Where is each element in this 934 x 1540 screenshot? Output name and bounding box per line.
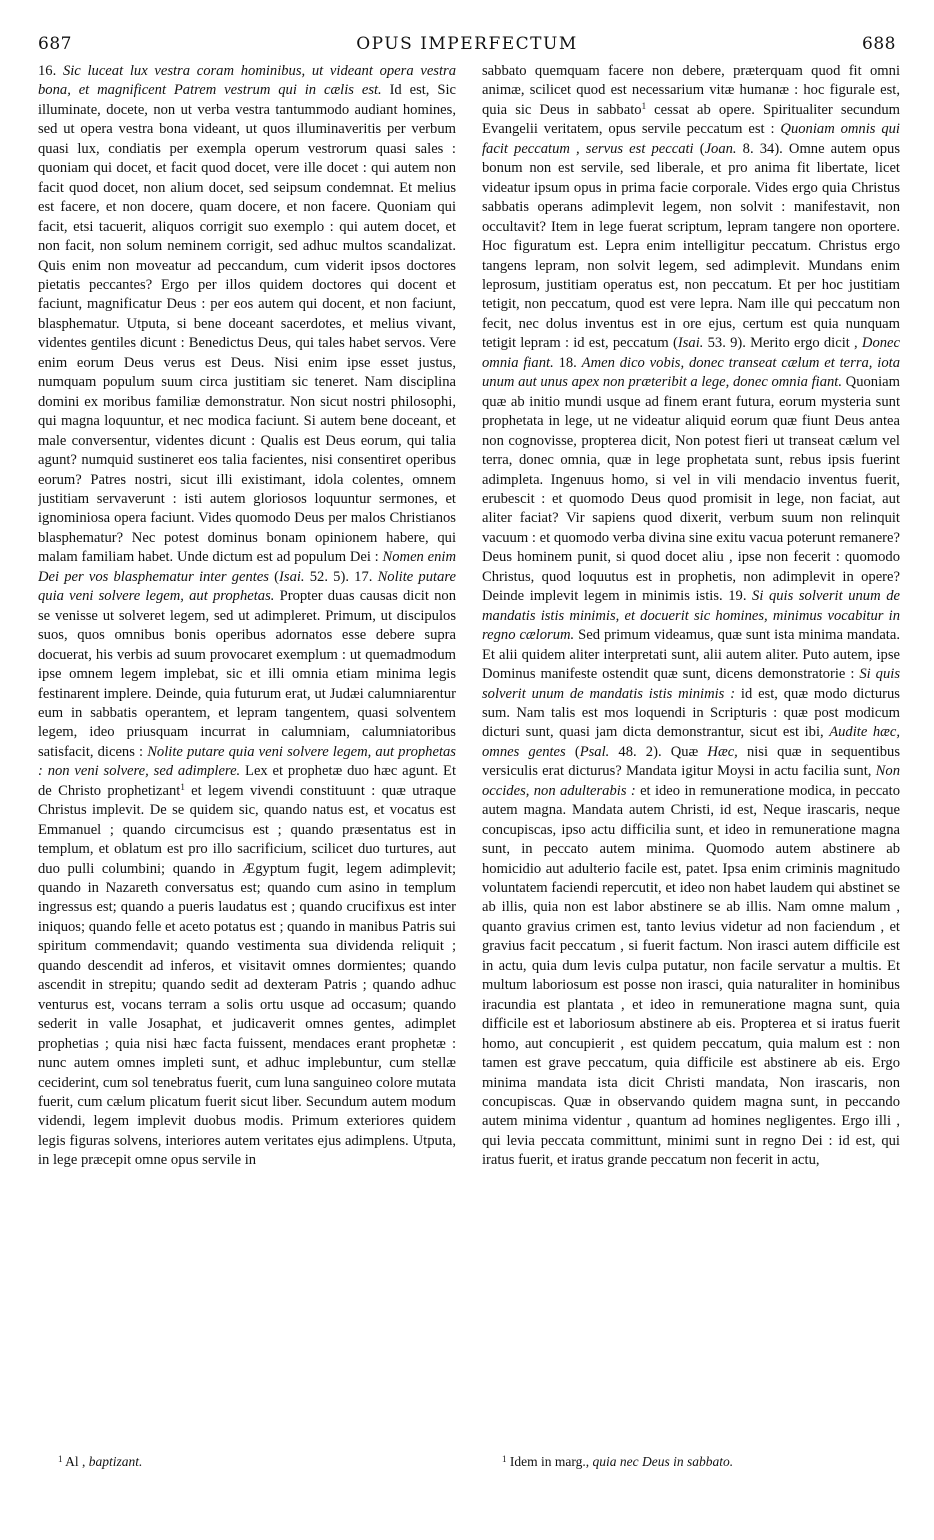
italic-text-run: Psal. <box>579 743 610 760</box>
text-run: ( <box>565 743 580 760</box>
footnote-reference: 1 <box>180 781 185 792</box>
footnote-reference: 1 <box>641 100 647 111</box>
italic-text-run: Amen dico vobis, donec transeat cælum et terra, iota unum aut unus apex non præteribit a lege, donec omnia fiant. <box>482 354 900 391</box>
text-run: 18. <box>553 354 582 371</box>
footnote-right <box>502 1454 920 1470</box>
text-run: et ideo in remuneratione modica, in peccato autem magna. Mandata autem Christi, id est, Neque irascaris, neque concupiscas, ipso actu difficilia sunt, et ideo in remuneratione magna sunt, in peccato autem minima. Quomodo autem abstinere ab homicidio aut adulterio facile est, patet. Ipsa enim criminis magnitudo voluntatem faciendi repercutit, et ideo non habet laudem qui abstinet se ab illis, quia non est labor abstinere se ab illis. Nam omne malum , quanto gravius crimen est, tanto levius videtur ad non faciendum , et gravius facit peccatum , si fuerit factum. Non irasci autem difficile est in actu, quia dum levis culpa putatur, non facile servatur a multis. Et multum laboriosum est posse non irasci, quia naturaliter in hominibus iracundia est plantata , et ideo in remuneratione magna sunt, quia difficile est et laboriosum abstinere ab eis. Propterea et si iratus fuerit homo, aut concupierit , est quidem peccatum, quia malum est : non tamen est grave peccatum, quia difficile est abstinere ab eis. Ergo minima mandata ista dicit Christi mandata, Non irascaris, non concupiscas. Quæ in observando quidem magna sunt, in peccando autem minima videntur , quantum ad homines negligentes. Ergo illi , qui levia peccata committunt, minimi sunt in regno Dei : id est, qui iratus fuerit, et iratus grande peccatum non fecerit in actu, <box>482 782 900 1169</box>
footnote-left <box>58 1454 476 1470</box>
footnote-mark: 1 <box>58 1454 63 1464</box>
italic-text-run: Hæc, <box>707 743 738 760</box>
italic-text-run: Audite hæc, omnes gentes <box>482 724 900 760</box>
italic-text-run: Si quis solverit unum de mandatis istis minimis : <box>482 666 900 702</box>
text-run: 52. 5). 17. <box>304 568 378 585</box>
text-run: Sed primum videamus, quæ sunt ista minima mandata. Et alii quidem aliter interpretati sunt, alii autem aliter. Puto autem, ipse Dominus manifeste ostendit quæ sunt, dicens demonstratorie : <box>482 627 900 683</box>
italic-text-run: Nolite putare quia veni solvere legem, aut prophetas : non veni solvere, sed adimplere. <box>38 743 456 780</box>
column-text-right <box>482 62 900 1171</box>
footnote-mark: 1 <box>502 1454 507 1464</box>
text-run: Quoniam quæ ab initio mundi usque ad finem erant futura, eorum mysteria sunt prophetata in lege, ut ne videatur aliquid eorum quæ fiunt Deus antea non cognovisse, propterea dicit, Non potest fieri ut transeat cælum vel terra, donec omnia, quæ in lege prophetata sunt, rebus ipsis fuerint adimpleta. Ingenuus homo, si vel in vili mendacio inventus fuerit, erubescit : et quomodo Deus quod promisit in lege, non faciat, aut aliter faciat? Vir sapiens quod dixerit, verbum suum non relinquit vacuum : et quomodo verba divina sine exitu vacua poterunt remanere? Deus hominem punit, si quod docet aliu , ipse non fecerit : quomodo Christus, quod loquutus est in prophetis, non adimplevit in opere? Deinde implevit legem in minimis istis. 19. <box>482 374 900 605</box>
page-number-right: 688 <box>862 34 896 54</box>
italic-text-run: Isai. <box>677 335 704 352</box>
text-run: 8. 34). Omne autem opus bonum non est servile, sed liberale, et pro anima fit libertate, licet videatur ipsum opus in prima facie corporale. Vides ergo quia Christus sabbatis operans adimplevit legem, non solvit : manifestavit, non occultavit? Item in lege fuerat scriptum, lepram tangere non oportere. Hoc figuratum est. Lepra enim intelligitur peccatum. Christus ergo tangens lepram, non solvit legem, sed adimplevit. Mundans enim leprosum, justitiam operatus est, non peccatum. Et per hoc justitiam tetigit, non peccatum, quod est vere lepra. Nam ille qui peccatum non fecit, nec dolus inventus est in ore ejus, certum est quia nunquam tetigit lepram : id est, peccatum ( <box>482 140 900 352</box>
italic-text-run: Nomen enim Dei per vos blasphematur inter gentes <box>38 549 456 585</box>
italic-text-run: Si quis solverit unum de mandatis istis minimis, et docuerit sic homines, minimus vocabitur in regno cælorum. <box>482 588 900 644</box>
italic-text-run: Isai. <box>279 568 305 585</box>
text-run: sabbato quemquam facere non debere, præterquam quod fit omni animæ, scilicet quod est necessarium vitæ humanæ : hoc figurale est, quia sic Deus in sabbato <box>482 63 900 118</box>
page-number-left: 687 <box>38 34 72 54</box>
text-run: ( <box>693 140 705 157</box>
text-run: et legem vivendi constituunt : quæ utraque Christus implevit. De se quidem sic, quando natus est, et vocatus est Emmanuel ; quando circumcisus est ; quando præsentatus est in templum, et oblatum est pro illo sacrificium, scilicet duo turtures, aut duo pulli columbini; quando in Ægyptum fugit, legem adimplevit; quando in Nazareth conversatus est; quando cum asino in templum ingressus est; quando a pueris laudatus est ; quando crucifixus est inter iniquos; quando felle et aceto potatus est ; quando in manibus Patris sui spiritum commendavit; quando vestimenta sua dividenda reliquit ; quando descendit ad inferos, et visitavit omnes dormientes; quando ascendit in strepitu; quando sedit ad dexteram Patris ; quando adhuc venturus est, vocans terram a solis ortu usque ad occasum; quando sederit in valle Josaphat, et judicaverit omnes gentes, adimplet prophetias ; quia nisi hæc facta fuissent, mendaces erant prophetæ : nunc autem omnes impleti sunt, et adhuc implebuntur, cum stellæ ceciderint, cum sol tenebratus fuerit, cum luna sanguineo colore mutata fuerit, cum cælum plicatum fuerit sicut liber. Secundum autem modum videndi, legem implevit duobus modis. Primum exteriores quidem legis figuras solvens, interiores autem veritates ejus adimplens. Utputa, in lege præcepit omne opus servile in <box>38 782 456 1169</box>
text-run: Propter duas causas dicit non se venisse ut solveret legem, sed ut adimpleret. Primum, ut discipulos suos, quos omnibus bonis operibus adornatos esse debere supra docuerat, his verbis ad suum provocaret exemplum : ut quemadmodum ipse omnem legem implebat, sic et illi omnia etiam minima legis festinarent implere. Deinde, quia futurum erat, ut Judæi calumniarentur eum in sabbatis operantem, et lepram tangentem, quasi solventem legem, ideo priusquam incurrat in calumniam, calumniatoribus satisfacit, dicens : <box>38 588 456 760</box>
italic-text-run: Nolite putare quia veni solvere legem, aut prophetas. <box>38 568 456 605</box>
footnote-italic-text: baptizant. <box>88 1454 143 1469</box>
italic-text-run: Quoniam omnis qui facit peccatum , servus est peccati <box>482 121 900 157</box>
footnote-text: Idem in marg., <box>506 1454 593 1469</box>
text-column-left <box>38 62 456 1442</box>
text-run: cessat ab opere. Spiritualiter secundum Evangelii veritatem, opus servile peccatum est : <box>482 101 900 138</box>
italic-text-run: Donec omnia fiant. <box>482 335 900 371</box>
italic-text-run: Sic luceat lux vestra coram hominibus, ut videant opera vestra bona, et magnificent Patrem vestrum qui in cælis est. <box>38 63 456 99</box>
text-run: id est, quæ modo dicturus sum. Nam talis est mos loquendi in Scripturis : quæ post modicum dicturi sunt, quasi jam dicta demonstrantur, sicut est ibi, <box>482 685 900 741</box>
text-run: 53. 9). Merito ergo dicit , <box>703 335 862 352</box>
text-run: Id est, Sic illuminate, docete, non ut verba vestra tantummodo audiant homines, sed ut opera vestra bona videant, ut quos illuminaveritis per verbum quasi lux, condiatis per exempla operum vestrorum quasi sales : quoniam qui docet, et facit quod docet, vere ille docet : qui autem non facit quod docet, non alium docet, sed seipsum condemnat. Et melius est facere, et non docere, quam docere, et non facere. Quoniam qui facit, etsi tacuerit, aliquos corrigit suo exemplo : qui autem docet, et non facit, non solum neminem corrigit, sed adhuc multos scandalizat. Quis enim non moveatur ad peccandum, cum viderit ipsos doctores pietatis peccantes? Ergo per illos quidem doctores qui docent et faciunt, magnificatur Deus : per eos autem qui docent, et non faciunt, blasphematur. Utputa, si bene doceant sacerdotes, et melius vivant, videntes gentiles dicunt : Benedictus Deus, qui tales habet servos. Vere enim eorum Deus verus est Deus. Nisi enim ipse esset justus, numquam populum suum circa justitiam sic teneret. Nam disciplina domini ex moribus familiæ demonstratur. Non sicut nostri philosophi, qui magna loquuntur, et nec modica faciunt. Si autem bene doceant, et male conversentur, videntes dicunt : Qualis est Deus eorum, qui talia agunt? numquid sustineret eos talia facientes, nisi consentiret operibus eorum? Patres nostri, sicut illi existimant, idola colentes, omnem justitiam servaverunt : isti autem gloriosos loquuntur sermones, et ignominiosa opera faciunt. Vides quomodo Deus per malos Christianos blasphematur? Nec potest dominus bonam opinionem habere, qui malam familiam habet. Unde dictum est ad populum Dei : <box>38 82 456 566</box>
footnote-text: Al , <box>62 1454 89 1469</box>
running-head <box>38 34 896 56</box>
text-run: Lex et prophetæ duo hæc agunt. Et de Christo prophetizant <box>38 763 456 799</box>
running-title: OPUS IMPERFECTUM <box>356 34 578 54</box>
text-run: nisi quæ in sequentibus versiculis erat dicturus? Mandata igitur Moysi in actu facilia sunt, <box>482 743 900 780</box>
text-run: 16. <box>38 63 63 79</box>
footnote-italic-text: quia nec Deus in sabbato. <box>592 1454 734 1469</box>
text-run: ( <box>268 568 280 585</box>
italic-text-run: Joan. <box>704 140 737 157</box>
text-column-right <box>482 62 900 1442</box>
column-text-left <box>38 62 456 1171</box>
text-run: 48. 2). Quæ <box>609 743 708 760</box>
italic-text-run: Non occides, non adulterabis : <box>482 763 900 799</box>
